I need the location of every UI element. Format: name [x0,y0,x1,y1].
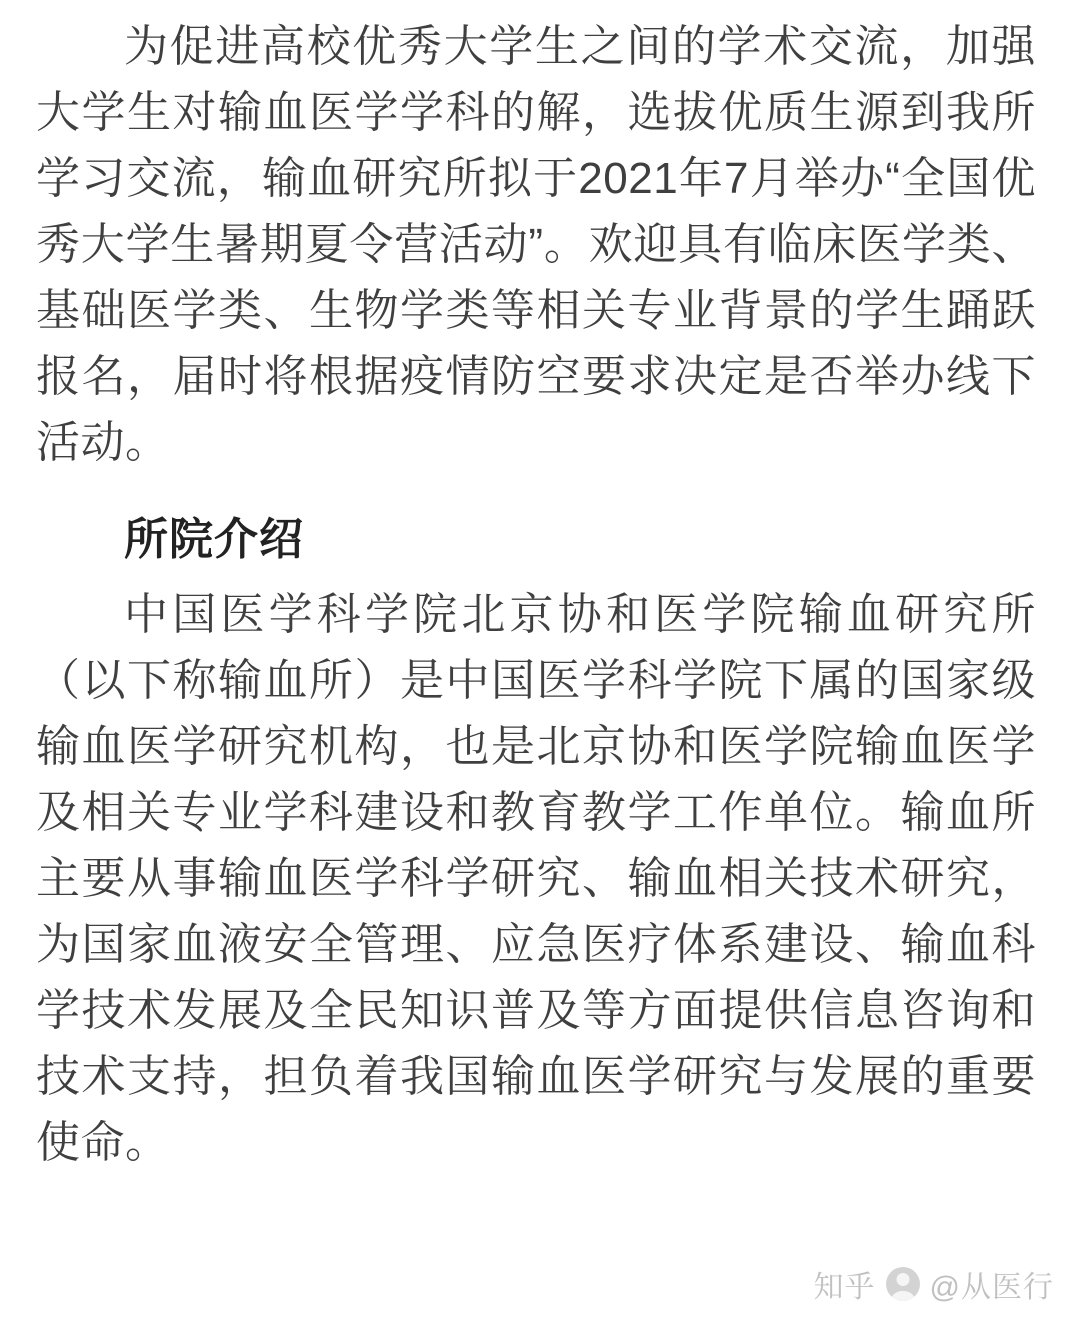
section-heading: 所院介绍 [124,515,304,564]
intro-paragraph: 为促进高校优秀大学生之间的学术交流，加强大学生对输血医学学科的解，选拔优质生源到我所学习交流，输血研究所拟于2021年7月举办“全国优秀大学生暑期夏令营活动”。欢迎具有临床医学类、基础医学类、生物学类等相关专业背景的学生踊跃报名，届时将根据疫情防空要求决定是否举办线下活动。 [36,22,1036,467]
watermark [814,1262,1054,1306]
avatar [886,1267,920,1301]
zhihu-logo-text: 知乎 [813,1271,876,1304]
institute-intro-paragraph: 中国医学科学院北京协和医学院输血研究所（以下称输血所）是中国医学科学院下属的国家级输血医学研究机构，也是北京协和医学院输血医学及相关专业学科建设和教育教学工作单位。输血所主要从事输血医学科学研究、输血相关技术研究，为国家血液安全管理、应急医疗体系建设、输血科学技术发展及全民知识普及等方面提供信息咨询和技术支持，担负着我国输血医学研究与发展的重要使命。 [36,590,1036,1167]
watermark-handle: @从医行 [929,1271,1054,1304]
